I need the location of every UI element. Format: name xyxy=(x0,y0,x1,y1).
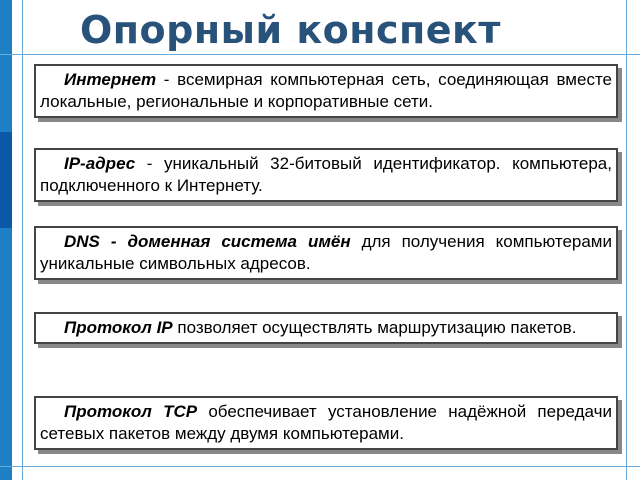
card-term: Протокол IP xyxy=(64,318,173,337)
page-title: Опорный конспект xyxy=(80,8,501,52)
card-text: - уникальный 32-битовый идентификатор. компьютера, подключенного к Интернету. xyxy=(40,154,612,195)
grid-line xyxy=(0,466,640,467)
card-term: IP-адрес xyxy=(64,154,136,173)
grid-line xyxy=(626,0,627,480)
definition-card-ip-address xyxy=(34,148,618,202)
card-term: Интернет xyxy=(64,70,157,89)
card-text: - всемирная компьютерная сеть, соединяющая вместе локальные, региональные и корпоративные сети. xyxy=(40,70,612,111)
card-term: Протокол TCP xyxy=(64,402,198,421)
definition-card-tcp-protocol xyxy=(34,396,618,450)
card-text: обеспечивает установление надёжной передачи сетевых пакетов между двумя компьютерами. xyxy=(40,402,612,443)
grid-line xyxy=(0,54,640,55)
card-text: для получения компьютерами уникальные символьных адресов. xyxy=(40,232,612,273)
definition-card-dns xyxy=(34,226,618,280)
card-text: позволяет осуществлять маршрутизацию пакетов. xyxy=(172,318,577,337)
definition-card-ip-protocol xyxy=(34,312,618,344)
left-accent-segment xyxy=(0,132,12,228)
left-accent-bar xyxy=(0,0,12,480)
definition-card-internet xyxy=(34,64,618,118)
grid-line xyxy=(22,0,23,480)
card-term: DNS - доменная система имён xyxy=(64,232,351,251)
